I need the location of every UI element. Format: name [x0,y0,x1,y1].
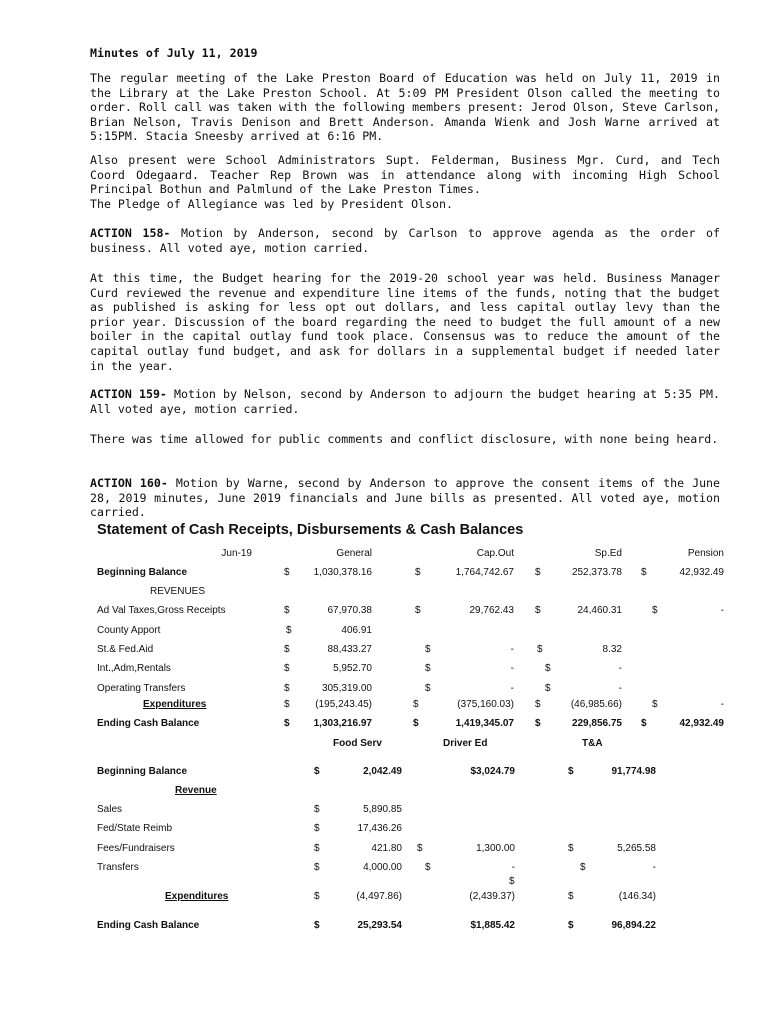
transfers-ta: - [652,862,656,873]
currency-sign: $ [425,663,431,674]
currency-sign: $ [413,718,419,729]
currency-sign: $ [314,891,320,902]
stfed-label: St.& Fed.Aid [97,644,154,655]
currency-sign: $ [314,862,320,873]
currency-sign: $ [568,920,574,931]
stfed-general: 88,433.27 [327,644,372,655]
paragraph-public-comments: There was time allowed for public comments and conflict disclosure, with none being heard. [90,432,719,446]
int-capout: - [510,663,514,674]
currency-sign: $ [417,843,423,854]
t2-exp-ta: (146.34) [618,891,656,902]
pledge-text: The Pledge of Allegiance was led by President Olson. [90,196,453,211]
paragraph-attendance [90,153,720,211]
currency-sign: $ [652,699,658,710]
opt-label: Operating Transfers [97,683,186,694]
fees-driver: 1,300.00 [476,843,515,854]
t1-exp-general: (195,243.45) [315,699,372,710]
t1-exp-sped: (46,985.66) [570,699,622,710]
stfed-capout: - [510,644,514,655]
action-159-text: Motion by Nelson, second by Anderson to adjourn the budget hearing at 5:35 PM. All voted aye, motion carried. [90,387,720,416]
int-label: Int.,Adm,Rentals [97,663,171,674]
currency-sign: $ [314,766,320,777]
currency-sign: $ [641,718,647,729]
currency-sign: $ [413,699,419,710]
t2-beginning-food: 2,042.49 [363,766,402,777]
currency-sign: $ [415,567,421,578]
fees-food: 421.80 [371,843,402,854]
currency-sign: $ [568,843,574,854]
period-label: Jun-19 [221,548,252,559]
revenues-label: REVENUES [150,586,206,597]
opt-capout: - [510,683,514,694]
stfed-sped: 8.32 [602,644,622,655]
int-general: 5,952.70 [333,663,372,674]
currency-sign: $ [314,804,320,815]
action-158-label: ACTION 158- [90,226,171,240]
t2-exp-food: (4,497.86) [356,891,402,902]
col-header-driver-ed: Driver Ed [443,738,488,749]
currency-sign: $ [284,605,290,616]
currency-sign: $ [535,699,541,710]
col-header-cap-out: Cap.Out [476,548,514,559]
currency-sign: $ [652,605,658,616]
t1-beginning-pension: 42,932.49 [679,567,724,578]
county-label: County Apport [97,625,161,636]
transfers-label: Transfers [97,862,139,873]
sales-food: 5,890.85 [363,804,402,815]
currency-sign: $ [545,683,551,694]
action-159 [90,387,720,416]
opt-general: 305,319.00 [321,683,372,694]
currency-sign: $ [535,567,541,578]
transfers-food: 4,000.00 [363,862,402,873]
currency-sign: $ [284,567,290,578]
t1-ending-general: 1,303,216.97 [313,718,372,729]
fed-food: 17,436.26 [357,823,402,834]
ad-val-pension: - [720,605,724,616]
t2-exp-driver: (2,439.37) [469,891,515,902]
col-header-food-serv: Food Serv [333,738,382,749]
attendance-text: Also present were School Administrators Supt. Felderman, Business Mgr. Curd, and Tech Coord Odegaard. Teacher Rep Brown was in attendance along with incoming High School Principal Bothun and Palmlund of the Lake Preston Times. [90,153,720,197]
currency-sign: $ [284,644,290,655]
statement-title: Statement of Cash Receipts, Disbursements & Cash Balances [97,522,524,538]
minutes-heading: Minutes of July 11, 2019 [90,46,258,60]
t1-beginning-label: Beginning Balance [97,567,188,578]
t1-exp-capout: (375,160.03) [457,699,514,710]
fees-label: Fees/Fundraisers [97,843,175,854]
currency-sign: $ [568,766,574,777]
t1-exp-pension: - [720,699,724,710]
t2-revenue-label: Revenue [175,785,217,796]
t1-ending-capout: 1,419,345.07 [455,718,514,729]
t1-beginning-capout: 1,764,742.67 [455,567,514,578]
currency-sign: $ [509,876,515,887]
fees-ta: 5,265.58 [617,843,656,854]
t2-beginning-label: Beginning Balance [97,766,188,777]
transfers-driver: - [511,862,515,873]
currency-sign: $ [425,644,431,655]
ad-val-general: 67,970.38 [327,605,372,616]
t1-exp-label: Expenditures [143,699,207,710]
ad-val-sped: 24,460.31 [577,605,622,616]
t1-ending-sped: 229,856.75 [571,718,622,729]
currency-sign: $ [535,718,541,729]
t2-ending-driver: $1,885.42 [470,920,515,931]
currency-sign: $ [425,683,431,694]
paragraph-roll-call: The regular meeting of the Lake Preston Board of Education was held on July 11, 2019 in the Library at the Lake Preston School. At 5:09 PM President Olson called the meeting to order. Roll call was taken with the following members present: Jerod Olson, Steve Carlson, Brian Nelson, Travis Denison and Brett Anderson. Amanda Wienk and Josh Warne arrived at 5:15PM. Stacia Sneesby arrived at 6:16 PM. [90,71,720,144]
currency-sign: $ [425,862,431,873]
action-158 [90,226,720,255]
t1-ending-label: Ending Cash Balance [97,718,200,729]
currency-sign: $ [535,605,541,616]
currency-sign: $ [545,663,551,674]
t1-beginning-general: 1,030,378.16 [313,567,372,578]
t1-beginning-sped: 252,373.78 [571,567,622,578]
county-general: 406.91 [341,625,372,636]
t2-exp-label: Expenditures [165,891,229,902]
paragraph-budget-hearing: At this time, the Budget hearing for the 2019-20 school year was held. Business Manager Curd reviewed the revenue and expenditure line items of the funds, noting that the budget as published is asking for less opt out dollars, and less capital outlay levy than the prior year. Discussion of the board regarding the need to budget the full amount of a new boiler in the capital outlay fund took place. Consensus was to reduce the amount of the capital outlay fund budget, and ask for dollars in a supplemental budget if needed later in the year. [90,271,720,373]
currency-sign: $ [568,891,574,902]
action-159-label: ACTION 159- [90,387,167,401]
t2-ending-ta: 96,894.22 [611,920,656,931]
t2-ending-food: 25,293.54 [357,920,402,931]
col-header-pension: Pension [687,548,724,559]
currency-sign: $ [580,862,586,873]
currency-sign: $ [284,683,290,694]
currency-sign: $ [537,644,543,655]
t1-ending-pension: 42,932.49 [679,718,724,729]
col-header-general: General [336,548,372,559]
ad-val-label: Ad Val Taxes,Gross Receipts [97,605,226,616]
currency-sign: $ [284,663,290,674]
int-sped: - [618,663,622,674]
currency-sign: $ [314,920,320,931]
currency-sign: $ [286,625,292,636]
sales-label: Sales [97,804,123,815]
action-158-text: Motion by Anderson, second by Carlson to approve agenda as the order of business. All voted aye, motion carried. [90,226,721,255]
t2-ending-label: Ending Cash Balance [97,920,200,931]
t2-beginning-driver: $3,024.79 [470,766,515,777]
opt-sped: - [618,683,622,694]
currency-sign: $ [415,605,421,616]
ad-val-capout: 29,762.43 [469,605,514,616]
action-160 [90,476,720,520]
action-160-label: ACTION 160- [90,476,168,490]
col-header-sp-ed: Sp.Ed [594,548,622,559]
currency-sign: $ [284,718,290,729]
t2-beginning-ta: 91,774.98 [611,766,656,777]
fed-label: Fed/State Reimb [97,823,173,834]
currency-sign: $ [314,843,320,854]
action-160-text: Motion by Warne, second by Anderson to approve the consent items of the June 28, 2019 minutes, June 2019 financials and June bills as presented. All voted aye, motion carried. [90,476,721,520]
currency-sign: $ [284,699,290,710]
currency-sign: $ [314,823,320,834]
currency-sign: $ [641,567,647,578]
col-header-t-and-a: T&A [582,738,603,749]
